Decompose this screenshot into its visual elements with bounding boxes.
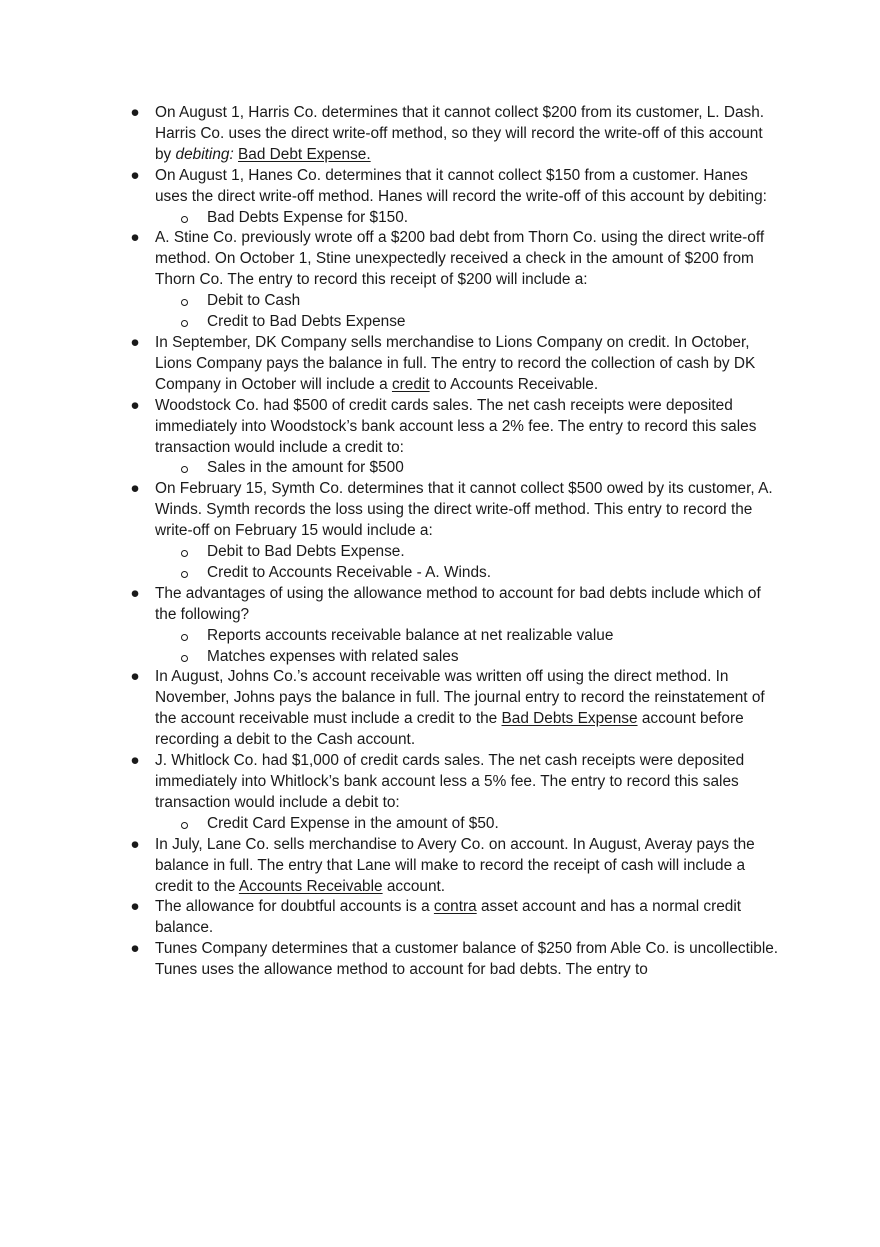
item-text xyxy=(155,167,767,205)
item-text xyxy=(155,480,773,539)
hollow-bullet-icon xyxy=(181,822,188,829)
text-segment: On February 15, Symth Co. determines that it cannot collect $500 owed by its customer, A. Winds. Symth records the loss using the direct write-off method. This entry to record the write-off on February 15 would include a: xyxy=(155,480,773,540)
text-segment: In September, DK Company sells merchandise to Lions Company on credit. In October, Lions Company pays the balance in full. The entry to record the collection of cash by DK Company in October will include a xyxy=(155,333,756,393)
sub-item-text: Debit to Bad Debts Expense. xyxy=(207,543,405,561)
text-segment: A. Stine Co. previously wrote off a $200 bad debt from Thorn Co. using the direct write-off method. On October 1, Stine unexpectedly received a check in the amount of $200 from Thorn Co. The entry to record this receipt of $200 will include a: xyxy=(155,229,765,289)
list-item xyxy=(130,396,780,480)
item-text xyxy=(155,334,755,393)
sub-item-text: Credit Card Expense in the amount of $50. xyxy=(207,814,499,832)
hollow-bullet-icon xyxy=(181,550,188,557)
bullet-icon: ● xyxy=(130,229,140,247)
sub-list-item xyxy=(207,312,780,333)
hollow-bullet-icon xyxy=(181,655,188,662)
bullet-icon: ● xyxy=(130,898,140,916)
list-item xyxy=(130,835,780,898)
sub-list-item xyxy=(207,208,780,229)
list-item xyxy=(130,166,780,229)
text-segment: account before recording a debit to the Cash account. xyxy=(155,710,744,749)
text-segment: In July, Lane Co. sells merchandise to Avery Co. on account. In August, Averay pays the balance in full. The entry that Lane will make to record the receipt of cash will include a credit to the xyxy=(155,835,755,895)
sub-item-text: Credit to Accounts Receivable - A. Winds. xyxy=(207,563,491,581)
list-item xyxy=(130,333,780,396)
sub-item-text: Matches expenses with related sales xyxy=(207,647,459,665)
item-text xyxy=(155,104,764,163)
text-segment: On August 1, Harris Co. determines that it cannot collect $200 from its customer, L. Dash. Harris Co. uses the direct write-off method, so they will record the write-off of this account by xyxy=(155,104,765,163)
sub-item-text: Sales in the amount for $500 xyxy=(207,459,404,477)
sub-list xyxy=(155,458,780,479)
hollow-bullet-icon xyxy=(181,466,188,473)
text-segment: Tunes Company determines that a customer balance of $250 from Able Co. is uncollectible. Tunes uses the allowance method to account for bad debts. The entry to xyxy=(155,940,779,979)
sub-list-item xyxy=(207,626,780,647)
hollow-bullet-icon xyxy=(181,299,188,306)
hollow-bullet-icon xyxy=(181,571,188,578)
sub-item-text: Bad Debts Expense for $150. xyxy=(207,208,409,226)
text-segment: The advantages of using the allowance method to account for bad debts include which of the following? xyxy=(155,584,761,623)
sub-list xyxy=(155,542,780,584)
hollow-bullet-icon xyxy=(181,320,188,327)
text-segment: to Accounts Receivable. xyxy=(429,375,599,393)
list-item xyxy=(130,228,780,333)
bullet-icon: ● xyxy=(130,668,140,686)
text-segment: J. Whitlock Co. had $1,000 of credit cards sales. The net cash receipts were deposited immediately into Whitlock’s bank account less a 5% fee. The entry to record this sales transaction would include a debit to: xyxy=(155,752,745,811)
answer-text: contra xyxy=(433,898,477,916)
item-text xyxy=(155,898,741,936)
text-segment: account. xyxy=(382,877,446,895)
sub-list-item xyxy=(207,291,780,312)
sub-list-item xyxy=(207,458,780,479)
list-item xyxy=(130,584,780,668)
answer-text: Bad Debts Expense xyxy=(501,710,638,728)
list-item xyxy=(130,751,780,835)
item-text xyxy=(155,585,761,623)
bullet-icon: ● xyxy=(130,104,140,121)
sub-list-item xyxy=(207,542,780,563)
bullet-icon: ● xyxy=(130,584,140,602)
sub-list xyxy=(155,291,780,333)
bullet-icon: ● xyxy=(130,752,140,770)
sub-list-item xyxy=(207,814,780,835)
item-text xyxy=(155,397,756,456)
bullet-icon: ● xyxy=(130,480,140,498)
list-item xyxy=(130,479,780,584)
hollow-bullet-icon xyxy=(181,216,188,223)
bullet-icon: ● xyxy=(130,333,140,351)
text-segment: On August 1, Hanes Co. determines that it cannot collect $150 from a customer. Hanes uses the direct write-off method. Hanes will record the write-off of this account by debiting: xyxy=(155,166,767,205)
answer-text: Accounts Receivable xyxy=(238,877,383,895)
text-segment: asset account and has a normal credit balance. xyxy=(155,898,742,937)
list-item xyxy=(130,939,780,981)
sub-list xyxy=(155,208,780,229)
sub-list-item xyxy=(207,563,780,584)
item-text xyxy=(155,836,755,895)
sub-list xyxy=(155,626,780,668)
sub-item-text: Debit to Cash xyxy=(207,292,301,310)
list-item xyxy=(130,897,780,939)
item-text xyxy=(155,940,778,978)
answer-text: Bad Debt Expense. xyxy=(238,145,371,163)
item-text xyxy=(155,752,744,811)
sub-list-item xyxy=(207,647,780,668)
item-text xyxy=(155,668,765,748)
bullet-icon: ● xyxy=(130,396,140,414)
hollow-bullet-icon xyxy=(181,634,188,641)
list-item xyxy=(130,103,780,166)
sub-item-text: Credit to Bad Debts Expense xyxy=(207,313,406,331)
text-segment: The allowance for doubtful accounts is a xyxy=(155,898,434,916)
answer-text: credit xyxy=(391,375,430,393)
bullet-icon: ● xyxy=(130,835,140,853)
text-segment: debiting: xyxy=(175,145,234,163)
item-text xyxy=(155,229,764,288)
question-list xyxy=(130,103,780,981)
bullet-icon: ● xyxy=(130,940,140,958)
list-item xyxy=(130,667,780,751)
text-segment: Woodstock Co. had $500 of credit cards sales. The net cash receipts were deposited immediately into Woodstock’s bank account less a 2% fee. The entry to record this sales transaction would include a credit to: xyxy=(155,396,757,456)
sub-item-text: Reports accounts receivable balance at net realizable value xyxy=(207,626,614,644)
sub-list xyxy=(155,814,780,835)
bullet-icon: ● xyxy=(130,166,140,184)
text-segment: In August, Johns Co.’s account receivable was written off using the direct method. In November, Johns pays the balance in full. The journal entry to record the reinstatement of the account receivable must include a credit to the xyxy=(155,668,765,728)
